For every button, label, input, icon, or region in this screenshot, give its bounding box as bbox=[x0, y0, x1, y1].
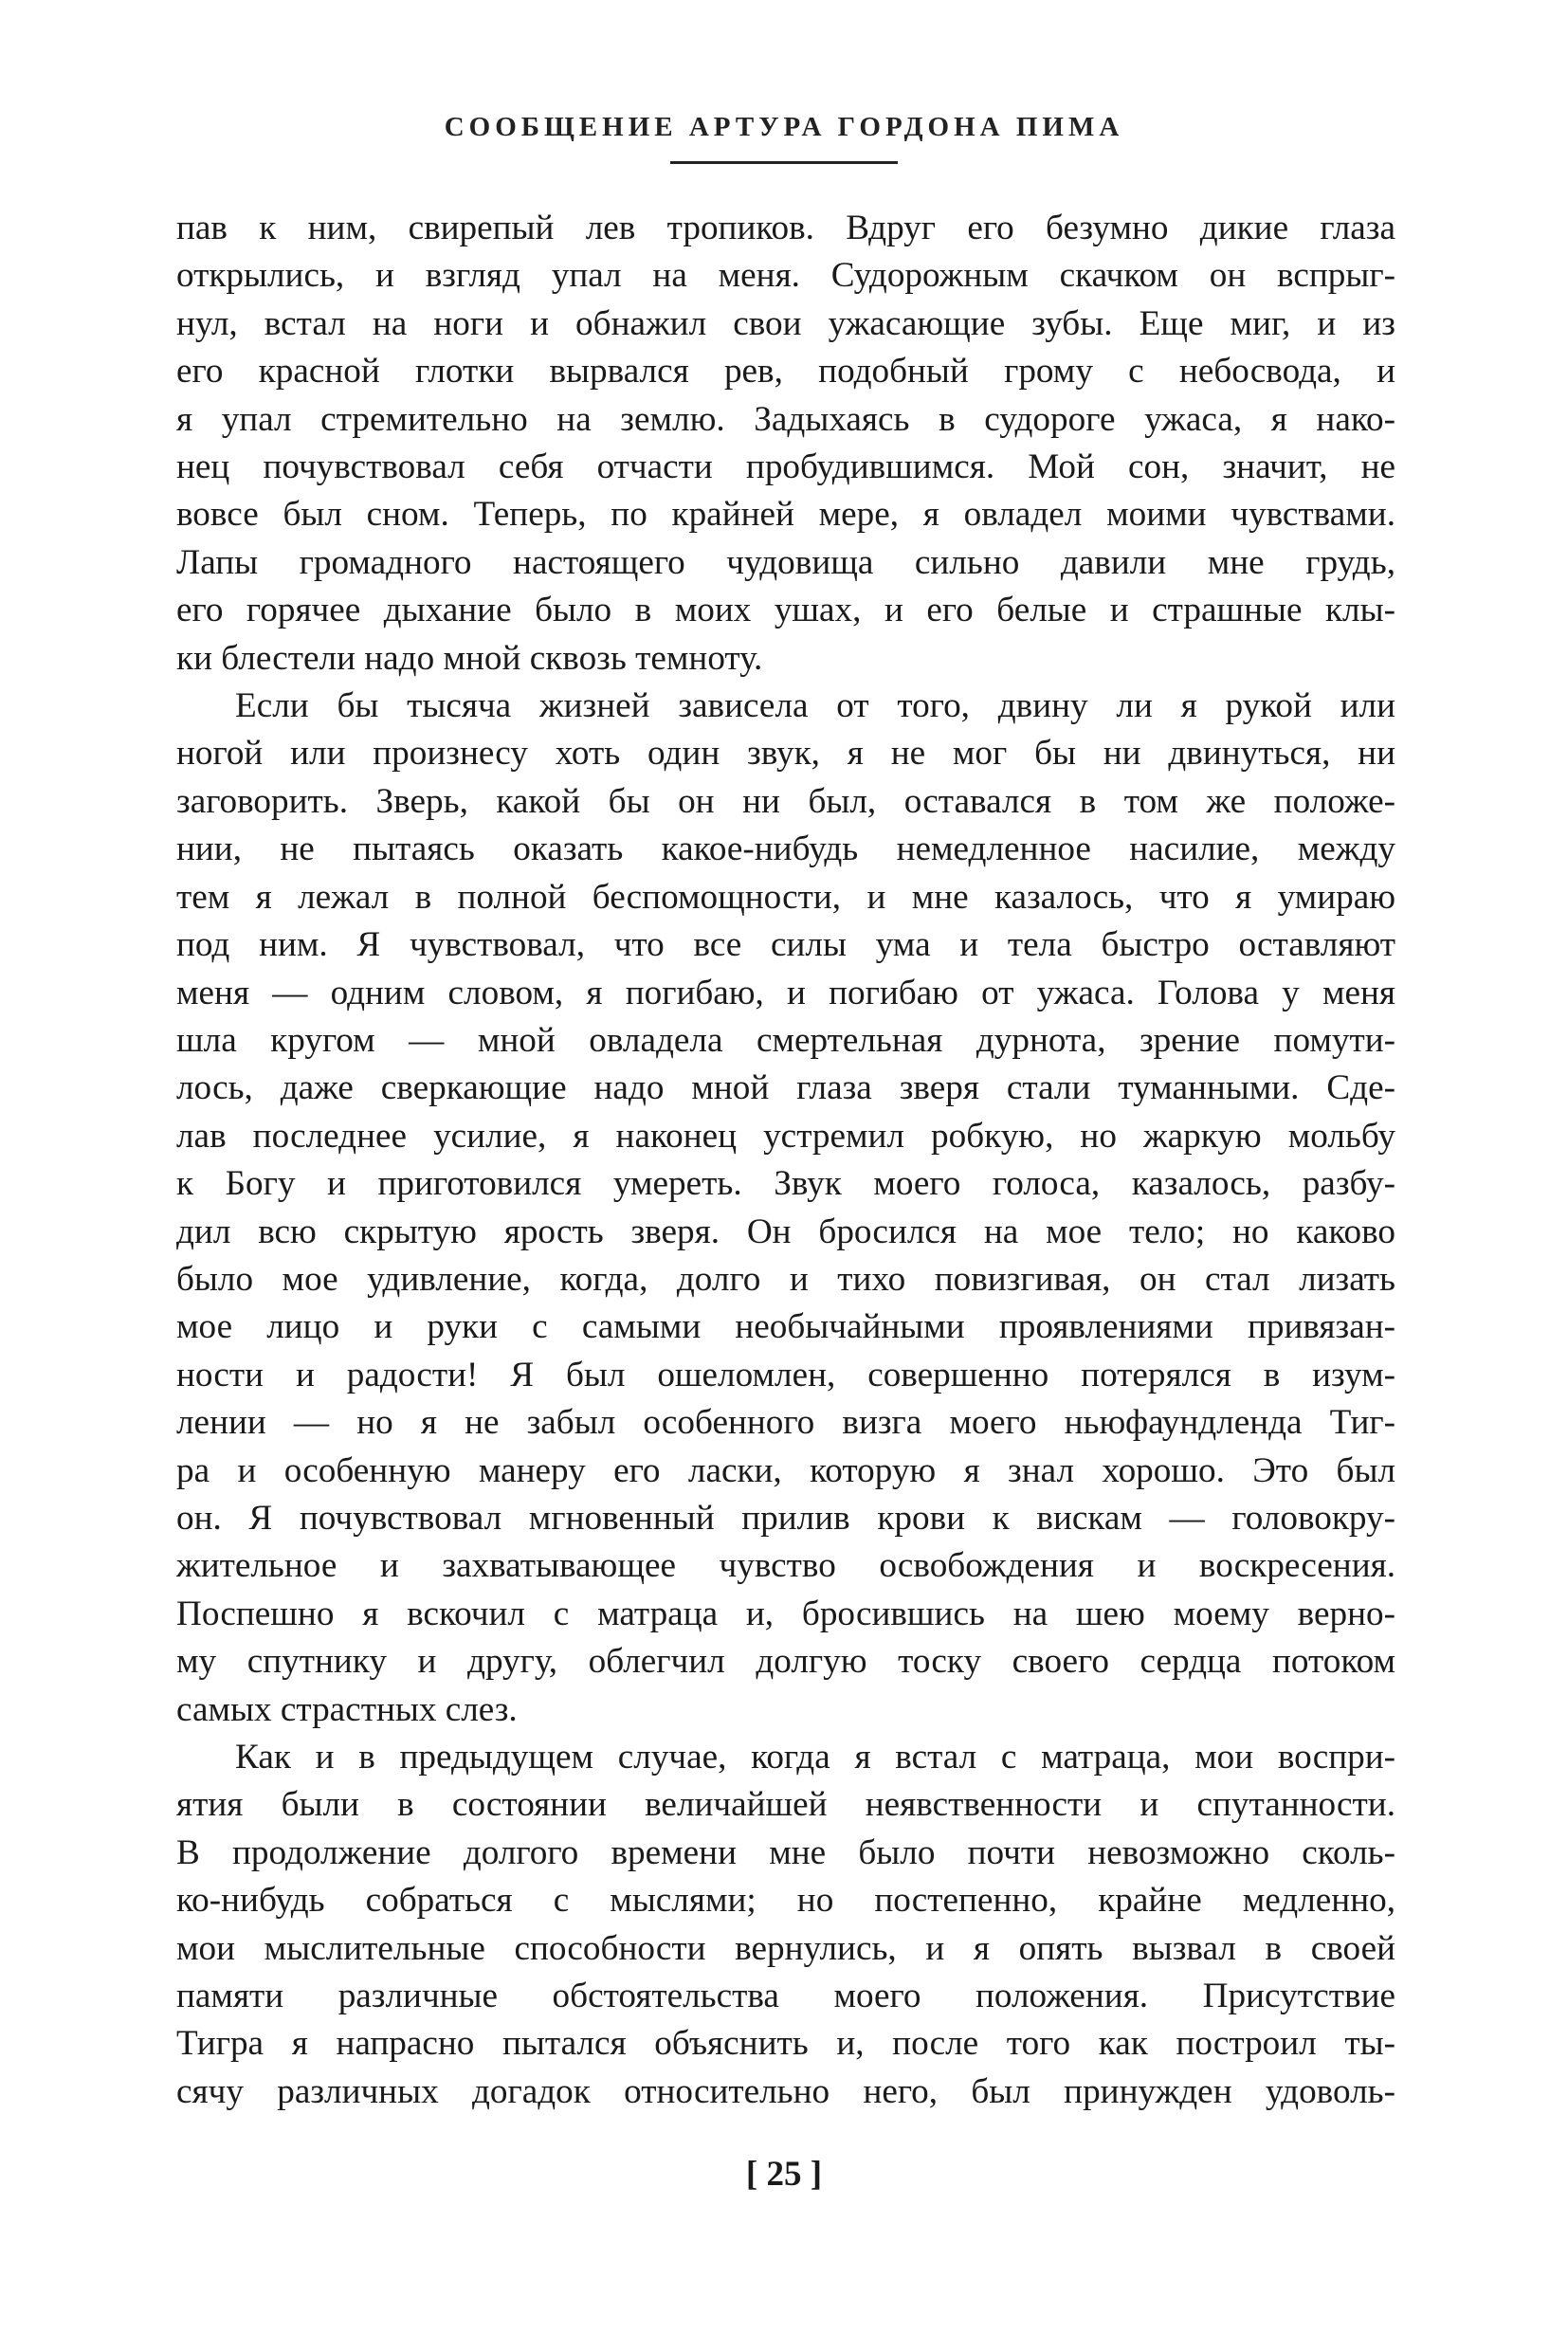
header-rule bbox=[670, 161, 898, 164]
text-line: тем я лежал в полной беспомощности, и мне казалось, что я умираю bbox=[176, 877, 1395, 917]
text-line: было мое удивление, когда, долго и тихо повизгивая, он стал лизать bbox=[176, 1259, 1395, 1299]
text-line: открылись, и взгляд упал на меня. Судорожным скачком он вспрыг- bbox=[176, 256, 1395, 296]
text-line: лось, даже сверкающие надо мной глаза зверя стали туманными. Сде- bbox=[176, 1068, 1395, 1108]
text-line: жительное и захватывающее чувство освобождения и воскресения. bbox=[176, 1546, 1395, 1586]
text-line: ки блестели надо мной сквозь темноту. bbox=[176, 638, 763, 678]
text-line: ра и особенную манеру его ласки, которую я знал хорошо. Это был bbox=[176, 1450, 1395, 1490]
text-line: му спутнику и другу, облегчил долгую тоску своего сердца потоком bbox=[176, 1642, 1395, 1682]
text-line: ко-нибудь собраться с мыслями; но постепенно, крайне медленно, bbox=[176, 1881, 1395, 1921]
text-line: мое лицо и руки с самыми необычайными проявлениями привязан- bbox=[176, 1307, 1395, 1347]
text-line: к Богу и приготовился умереть. Звук моего голоса, казалось, разбу- bbox=[176, 1164, 1395, 1204]
text-line: под ним. Я чувствовал, что все силы ума и тела быстро оставляют bbox=[176, 925, 1395, 965]
text-line: Если бы тысяча жизней зависела от того, двину ли я рукой или bbox=[235, 686, 1395, 726]
text-line: лав последнее усилие, я наконец устремил робкую, но жаркую мольбу bbox=[176, 1116, 1395, 1156]
text-line: ногой или произнесу хоть один звук, я не мог бы ни двинуться, ни bbox=[176, 734, 1395, 774]
text-line: ятия были в состоянии величайшей неявственности и спутанности. bbox=[176, 1785, 1395, 1825]
text-line: Поспешно я вскочил с матраца и, бросившись на шею моему верно- bbox=[176, 1594, 1395, 1633]
text-line: сячу различных догадок относительно него, был принужден удоволь- bbox=[176, 2071, 1395, 2111]
text-line: В продолжение долгого времени мне было почти невозможно сколь- bbox=[176, 1832, 1395, 1872]
text-line: вовсе был сном. Теперь, по крайней мере, я овладел моими чувствами. bbox=[176, 495, 1395, 535]
text-line: нул, встал на ноги и обнажил свои ужасающие зубы. Еще миг, и из bbox=[176, 303, 1395, 343]
text-line: Лапы громадного настоящего чудовища сильно давили мне грудь, bbox=[176, 542, 1395, 582]
text-line: его красной глотки вырвался рев, подобный грому с небосвода, и bbox=[176, 352, 1395, 392]
text-line: ности и радости! Я был ошеломлен, совершенно потерялся в изум- bbox=[176, 1355, 1395, 1394]
text-line: заговорить. Зверь, какой бы он ни был, оставался в том же положе- bbox=[176, 781, 1395, 821]
text-line: самых страстных слез. bbox=[176, 1689, 518, 1729]
text-line: его горячее дыхание было в моих ушах, и его белые и страшные клы- bbox=[176, 591, 1395, 630]
text-line: мои мыслительные способности вернулись, и я опять вызвал в своей bbox=[176, 1928, 1395, 1968]
text-line: нец почувствовал себя отчасти пробудившимся. Мой сон, значит, не bbox=[176, 447, 1395, 487]
text-line: Тигра я напрасно пытался объяснить и, после того как построил ты- bbox=[176, 2024, 1395, 2064]
body-text bbox=[176, 205, 1395, 2116]
text-line: пав к ним, свирепый лев тропиков. Вдруг его безумно дикие глаза bbox=[176, 209, 1395, 247]
running-head: СООБЩЕНИЕ АРТУРА ГОРДОНА ПИМА bbox=[444, 112, 1124, 142]
text-line: меня — одним словом, я погибаю, и погибаю от ужаса. Голова у меня bbox=[176, 973, 1395, 1012]
text-line: нии, не пытаясь оказать какое-нибудь немедленное насилие, между bbox=[176, 829, 1395, 869]
text-line: он. Я почувствовал мгновенный прилив крови к вискам — головокру- bbox=[176, 1498, 1395, 1538]
text-line: шла кругом — мной овладела смертельная дурнота, зрение помути- bbox=[176, 1020, 1395, 1060]
text-line: я упал стремительно на землю. Задыхаясь в судороге ужаса, я нако- bbox=[176, 399, 1395, 439]
text-line: лении — но я не забыл особенного визга моего ньюфаундленда Тиг- bbox=[176, 1403, 1395, 1443]
text-line: памяти различные обстоятельства моего положения. Присутствие bbox=[176, 1977, 1395, 2016]
text-line: Как и в предыдущем случае, когда я встал с матраца, мои воспри- bbox=[235, 1738, 1395, 1777]
text-line: дил всю скрытую ярость зверя. Он бросился на мое тело; но каково bbox=[176, 1212, 1395, 1251]
page-number: [ 25 ] bbox=[745, 2155, 823, 2194]
